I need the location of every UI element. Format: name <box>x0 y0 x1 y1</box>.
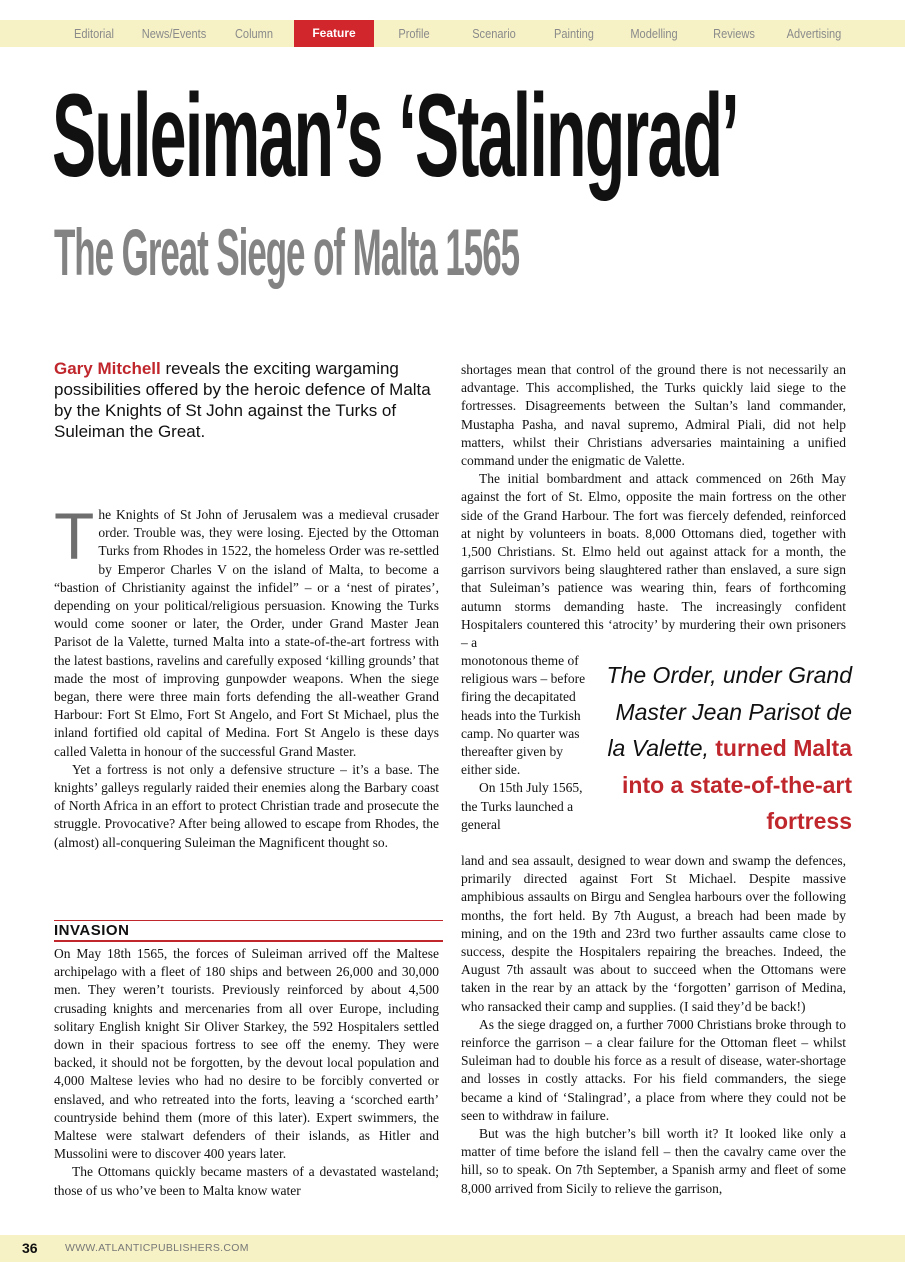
pull-quote <box>592 657 852 840</box>
body-paragraph-2: Yet a fortress is not only a defensive structure – it’s a base. The knights’ galleys regularly raided their enemies along the Barbary coast of North Africa in an effort to protect Christian trade and prosecute the struggle. Provocative? After being allowed to escape from Rhodes, the (almost) all-conquering Suleiman the Magnificent thought so. <box>54 761 439 850</box>
nav-modelling[interactable]: Modelling <box>630 26 678 41</box>
nav-advertising[interactable]: Advertising <box>786 26 842 41</box>
section-rule-top <box>54 920 443 921</box>
nav-reviews[interactable]: Reviews <box>713 26 755 41</box>
article-title: Suleiman’s ‘Stalingrad’ <box>52 70 738 202</box>
body-paragraph-6: The initial bombardment and attack commenced on 26th May against the fort of St. Elmo, opposite the main fortress on the other side of the Grand Harbour. The fort was fiercely defended, reinforced at night by volunteers in boats. 8,000 Ottomans died, together with 1,500 Christians. St. Elmo held out against attack for a month, the garrison survivors being slaughtered rather than enslaved, a sure sign that Suleiman’s patience was wearing thin, fears of forthcoming autumn storms demanding haste. The increasingly confident Hospitalers countered this ‘atrocity’ by murdering their own prisoners – a <box>461 471 846 651</box>
nav-scenario[interactable]: Scenario <box>472 26 516 41</box>
nav-painting[interactable]: Painting <box>554 26 594 41</box>
body-paragraph-1-text: he Knights of St John of Jerusalem was a medieval crusader order. Trouble was, they were losing. Ejected by the Ottoman Turks from Rhodes in 1522, the homeless Order was re-settled by Emperor Charles V on the island of Malta, to become a “bastion of Christianity against the infidel” – or a ‘nest of pirates’, depending on your political/religious persuasion. Knowing the Turks would come sooner or later, the Order, under Grand Master Jean Parisot de la Valette, turned Malta into a state-of-the-art fortress with the latest bastions, ravelins and carefully exposed ‘killing grounds’ that made the most of improving gunpowder weapons. When the siege began, there were three main forts defending the all-weather Grand Harbour: Fort St Elmo, Fort St Angelo, and Fort St Michael, plus the inland fortified old capital of Medina. Fort St Angelo is these days called Valetta in honour of the successful Grand Master. <box>54 507 439 759</box>
nav-profile[interactable]: Profile <box>398 26 430 41</box>
body-paragraph-9: But was the high butcher’s bill worth it? It looked like only a matter of time before the island fell – then the cavalry came over the hill, so to speak. On 7th September, a Spanish army and fleet of some 8,000 arrived from Sicily to relieve the garrison, <box>461 1126 846 1196</box>
body-paragraph-8: As the siege dragged on, a further 7000 Christians broke through to reinforce the garrison – a clear failure for the Ottoman fleet – whilst Suleiman had to double his force as a result of disease, water-shortage and losses in costly attacks. For his field commanders, the siege became a kind of ‘Stalingrad’, a place from where they could not be seen to withdraw in failure. <box>461 1016 846 1123</box>
article-subtitle: The Great Siege of Malta 1565 <box>54 215 519 289</box>
body-paragraph-5: shortages mean that control of the ground there is not necessarily an advantage. This accomplished, the Turks quickly laid siege to the fortresses. Disagreements between the Sultan’s land commander, Mustapha Pasha, and naval supremo, Admiral Piali, did not help matters, whilst their Christians adversaries maintaining a unified command under the enigmatic de Valette. <box>461 362 846 469</box>
pull-quote-highlight: turned Malta into a state-of-the-art fortress <box>622 735 852 834</box>
page-number: 36 <box>22 1240 38 1256</box>
lead-text: reveals the exciting wargaming possibilities offered by the heroic defence of Malta by the Knights of St John against the Turks of Suleiman the Great. <box>54 359 431 441</box>
body-paragraph-4: The Ottomans quickly became masters of a devastated wasteland; those of us who’ve been to Malta know water <box>54 1164 439 1198</box>
nav-editorial[interactable]: Editorial <box>74 26 114 41</box>
body-paragraph-3: On May 18th 1565, the forces of Suleiman arrived off the Maltese archipelago with a fleet of 180 ships and between 26,000 and 30,000 men. They weren’t tourists. Previously reinforced by about 4,500 crusading knights and mercenaries from all over Europe, including solitary English knight Sir Oliver Starkey, the 592 Hospitalers settled down in their spacious fortress to see off the enemy. They were backed, it should not be forgotten, by the devout local population and 4,000 Maltese levies who had no desire to be forcibly converted or enslaved, and who retreated into the forts, leaving a ‘scorched earth’ countryside behind them (more of this later). Expert swimmers, the Maltese were stalwart defenders of their islands, as Hitler and Mussolini were to discover 400 years later. <box>54 946 439 1162</box>
body-paragraph-6-continued: monotonous theme of religious wars – before firing the decapitated heads into the Turkish camp. No quarter was thereafter given by either side. <box>461 653 586 778</box>
nav-news-events[interactable]: News/Events <box>141 26 207 41</box>
nav-feature[interactable]: Feature <box>294 20 374 47</box>
body-paragraph-7-start: On 15th July 1565, the Turks launched a general <box>461 780 583 832</box>
body-paragraph-1 <box>54 499 439 761</box>
section-nav <box>54 20 854 47</box>
drop-cap: T <box>54 499 95 573</box>
section-heading-invasion: INVASION <box>54 922 130 939</box>
column-right-narrow <box>461 652 586 834</box>
column-left-top <box>54 499 439 852</box>
pull-quote-plain: The Order, under Grand Master Jean Parisot de la Valette, <box>606 662 852 761</box>
column-left-bottom <box>54 945 439 1200</box>
body-paragraph-7-rest: land and sea assault, designed to wear down and swamp the defences, primarily directed against Fort St Michael. Despite massive amphibious assaults on Birgu and Senglea harbours over the following months, the fort held. By 7th August, a breach had been made by mining, and on the 19th and 23rd two further assaults came close to success, despite the Hospitalers repairing the breaches. Indeed, the August 7th assault was about to succeed when the Ottomans were taken in the rear by an attack by the ‘forgotten’ garrison of Medina, who ransacked their camp and supplies. (I said they’d be back!) <box>461 853 846 1014</box>
website-link[interactable]: WWW.ATLANTICPUBLISHERS.COM <box>65 1242 249 1254</box>
lead-paragraph <box>54 358 439 442</box>
nav-column[interactable]: Column <box>234 26 274 41</box>
section-rule-bottom <box>54 940 443 942</box>
column-right-top <box>461 361 846 652</box>
column-right-bottom <box>461 852 846 1198</box>
author-name: Gary Mitchell <box>54 359 161 378</box>
